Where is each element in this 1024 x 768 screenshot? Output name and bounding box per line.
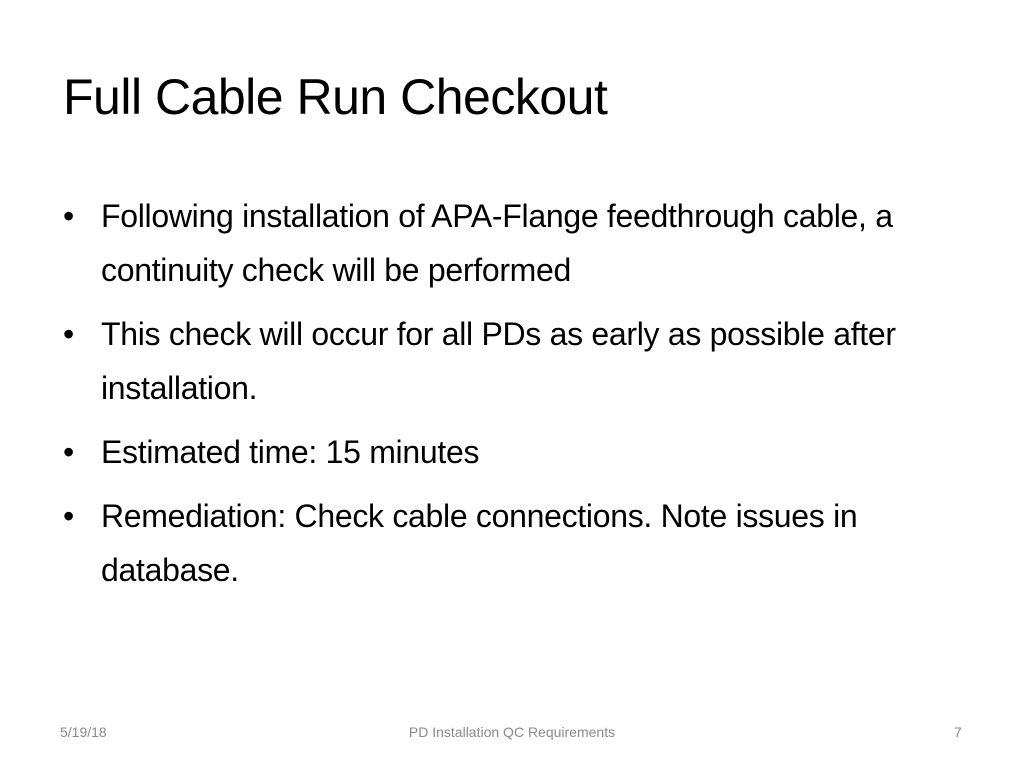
bullet-item — [63, 307, 963, 415]
page-number: 7 — [954, 724, 962, 740]
bullet-text: This check will occur for all PDs as early as possible after installation. — [101, 316, 896, 406]
bullet-dot-icon: • — [63, 316, 74, 352]
bullet-list — [63, 189, 963, 607]
bullet-dot-icon: • — [63, 498, 74, 534]
bullet-dot-icon: • — [63, 198, 74, 234]
bullet-item — [63, 189, 963, 297]
bullet-text: Estimated time: 15 minutes — [101, 434, 480, 470]
bullet-dot-icon: • — [63, 434, 74, 470]
footer-date: 5/19/18 — [60, 724, 107, 740]
bullet-text: Following installation of APA-Flange feedthrough cable, a continuity check will be performed — [101, 198, 893, 288]
bullet-item — [63, 489, 963, 597]
footer-title: PD Installation QC Requirements — [408, 724, 616, 740]
bullet-item — [63, 425, 963, 479]
bullet-text: Remediation: Check cable connections. Note issues in database. — [101, 498, 858, 588]
slide-title: Full Cable Run Checkout — [63, 69, 608, 125]
